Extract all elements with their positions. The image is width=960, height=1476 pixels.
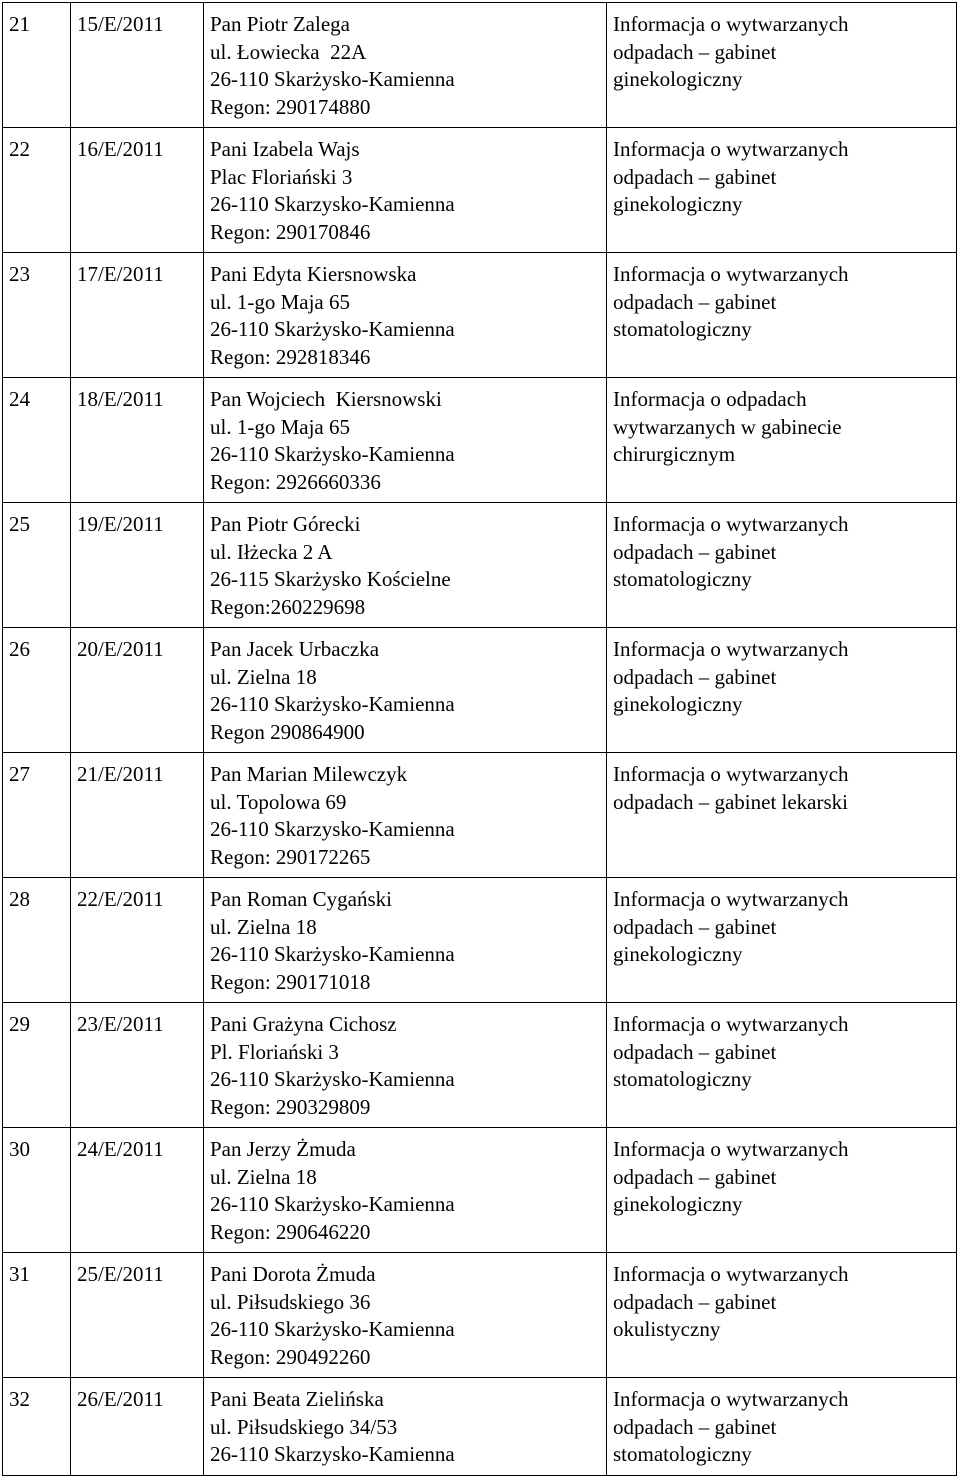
address-line: ul. Łowiecka 22A (210, 39, 367, 64)
address-line: ul. Zielna 18 (210, 914, 317, 939)
address-line: Regon: 292818346 (210, 344, 371, 369)
description-cell (607, 503, 957, 628)
description-line: Informacja o wytwarzanych (613, 1387, 849, 1411)
registry-number-cell: 20/E/2011 (71, 628, 204, 753)
registry-number-cell: 26/E/2011 (71, 1378, 204, 1476)
description-cell (607, 128, 957, 253)
address-line: ul. 1-go Maja 65 (210, 414, 350, 439)
row-number-cell: 24 (3, 378, 71, 503)
table-row (3, 128, 957, 253)
address-line: Pani Grażyna Cichosz (210, 1012, 397, 1036)
description-cell (607, 1378, 957, 1476)
description-line: Informacja o wytwarzanych (613, 887, 849, 911)
description-cell (607, 253, 957, 378)
registry-table (2, 2, 957, 1476)
address-line: Pl. Floriański 3 (210, 1039, 339, 1064)
registry-number-cell: 21/E/2011 (71, 753, 204, 878)
table-row (3, 1128, 957, 1253)
description-line: odpadach – gabinet (613, 1289, 777, 1314)
address-line: Regon: 290172265 (210, 844, 371, 869)
row-number-cell: 29 (3, 1003, 71, 1128)
description-line: odpadach – gabinet (613, 1164, 777, 1189)
row-number-cell: 31 (3, 1253, 71, 1378)
description-line: stomatologiczny (613, 1442, 752, 1466)
address-line: Pan Roman Cygański (210, 887, 392, 911)
entity-address-cell (204, 753, 607, 878)
description-line: Informacja o wytwarzanych (613, 762, 849, 786)
address-line: 26-110 Skarżysko-Kamienna (210, 692, 455, 716)
address-line: Regon 290864900 (210, 719, 365, 744)
registry-number-cell: 25/E/2011 (71, 1253, 204, 1378)
description-line: Informacja o wytwarzanych (613, 1262, 849, 1286)
description-cell (607, 1003, 957, 1128)
registry-number-cell: 23/E/2011 (71, 1003, 204, 1128)
description-line: ginekologiczny (613, 1192, 743, 1216)
entity-address-cell (204, 253, 607, 378)
address-line: Regon: 290492260 (210, 1344, 371, 1369)
registry-number-cell: 24/E/2011 (71, 1128, 204, 1253)
address-line: Pani Beata Zielińska (210, 1387, 384, 1411)
registry-number-cell: 16/E/2011 (71, 128, 204, 253)
table-row (3, 503, 957, 628)
description-line: odpadach – gabinet (613, 289, 777, 314)
address-line: Pan Wojciech Kiersnowski (210, 387, 442, 411)
description-cell (607, 3, 957, 128)
address-line: 26-110 Skarżysko-Kamienna (210, 1067, 455, 1091)
address-line: 26-110 Skarzysko-Kamienna (210, 1442, 455, 1466)
address-line: Pan Piotr Zalega (210, 12, 350, 36)
description-line: Informacja o wytwarzanych (613, 637, 849, 661)
registry-number-cell: 18/E/2011 (71, 378, 204, 503)
address-line: Regon: 290329809 (210, 1094, 371, 1119)
entity-address-cell (204, 378, 607, 503)
row-number-cell: 30 (3, 1128, 71, 1253)
address-line: ul. Piłsudskiego 36 (210, 1289, 371, 1314)
description-line: Informacja o wytwarzanych (613, 1137, 849, 1161)
table-row (3, 628, 957, 753)
address-line: ul. 1-go Maja 65 (210, 289, 350, 314)
entity-address-cell (204, 1253, 607, 1378)
entity-address-cell (204, 1378, 607, 1476)
address-line: 26-110 Skarżysko-Kamienna (210, 67, 455, 91)
description-cell (607, 1253, 957, 1378)
row-number-cell: 25 (3, 503, 71, 628)
description-line: Informacja o wytwarzanych (613, 12, 849, 36)
address-line: Regon: 2926660336 (210, 469, 381, 494)
address-line: Regon: 290170846 (210, 219, 371, 244)
address-line: Pan Piotr Górecki (210, 512, 361, 536)
description-cell (607, 753, 957, 878)
description-line: ginekologiczny (613, 192, 743, 216)
description-line: Informacja o wytwarzanych (613, 1012, 849, 1036)
table-row (3, 253, 957, 378)
address-line: Pan Jacek Urbaczka (210, 637, 380, 661)
description-line: Informacja o wytwarzanych (613, 262, 849, 286)
address-line: Pan Jerzy Żmuda (210, 1137, 356, 1161)
address-line: ul. Topolowa 69 (210, 789, 347, 814)
row-number-cell: 27 (3, 753, 71, 878)
registry-number-cell: 15/E/2011 (71, 3, 204, 128)
address-line: Plac Floriański 3 (210, 164, 353, 189)
row-number-cell: 21 (3, 3, 71, 128)
row-number-cell: 28 (3, 878, 71, 1003)
registry-body (3, 3, 957, 1476)
address-line: Pani Edyta Kiersnowska (210, 262, 417, 286)
description-line: odpadach – gabinet (613, 539, 777, 564)
table-row (3, 1253, 957, 1378)
description-line: Informacja o wytwarzanych (613, 512, 849, 536)
table-row (3, 3, 957, 128)
entity-address-cell (204, 878, 607, 1003)
address-line: 26-115 Skarżysko Kościelne (210, 567, 451, 591)
description-line: stomatologiczny (613, 567, 752, 591)
address-line: Pani Dorota Żmuda (210, 1262, 376, 1286)
address-line: 26-110 Skarżysko-Kamienna (210, 1192, 455, 1216)
table-row (3, 878, 957, 1003)
address-line: Pan Marian Milewczyk (210, 762, 408, 786)
entity-address-cell (204, 128, 607, 253)
table-row (3, 378, 957, 503)
table-row (3, 1378, 957, 1476)
description-line: ginekologiczny (613, 942, 743, 966)
registry-number-cell: 17/E/2011 (71, 253, 204, 378)
address-line: 26-110 Skarżysko-Kamienna (210, 942, 455, 966)
registry-number-cell: 22/E/2011 (71, 878, 204, 1003)
description-cell (607, 628, 957, 753)
address-line: Regon: 290646220 (210, 1219, 371, 1244)
address-line: Regon: 290174880 (210, 94, 371, 119)
description-line: stomatologiczny (613, 317, 752, 341)
description-line: odpadach – gabinet (613, 1414, 777, 1439)
description-line: ginekologiczny (613, 692, 743, 716)
row-number-cell: 32 (3, 1378, 71, 1476)
description-line: odpadach – gabinet lekarski (613, 789, 848, 814)
row-number-cell: 26 (3, 628, 71, 753)
address-line: ul. Zielna 18 (210, 664, 317, 689)
description-line: odpadach – gabinet (613, 39, 777, 64)
address-line: 26-110 Skarżysko-Kamienna (210, 317, 455, 341)
description-line: odpadach – gabinet (613, 664, 777, 689)
description-line: odpadach – gabinet (613, 914, 777, 939)
description-line: ginekologiczny (613, 67, 743, 91)
entity-address-cell (204, 503, 607, 628)
registry-number-cell: 19/E/2011 (71, 503, 204, 628)
address-line: ul. Zielna 18 (210, 1164, 317, 1189)
description-line: chirurgicznym (613, 442, 736, 466)
address-line: 26-110 Skarżysko-Kamienna (210, 442, 455, 466)
table-row (3, 753, 957, 878)
description-cell (607, 1128, 957, 1253)
address-line: 26-110 Skarzysko-Kamienna (210, 192, 455, 216)
description-line: odpadach – gabinet (613, 1039, 777, 1064)
description-line: stomatologiczny (613, 1067, 752, 1091)
table-row (3, 1003, 957, 1128)
address-line: Regon: 290171018 (210, 969, 371, 994)
description-line: okulistyczny (613, 1317, 721, 1341)
entity-address-cell (204, 628, 607, 753)
entity-address-cell (204, 1003, 607, 1128)
address-line: ul. Piłsudskiego 34/53 (210, 1414, 398, 1439)
description-line: wytwarzanych w gabinecie (613, 414, 842, 439)
description-cell (607, 378, 957, 503)
description-cell (607, 878, 957, 1003)
row-number-cell: 22 (3, 128, 71, 253)
entity-address-cell (204, 3, 607, 128)
entity-address-cell (204, 1128, 607, 1253)
address-line: 26-110 Skarzysko-Kamienna (210, 817, 455, 841)
row-number-cell: 23 (3, 253, 71, 378)
address-line: Regon:260229698 (210, 594, 366, 619)
description-line: Informacja o wytwarzanych (613, 137, 849, 161)
description-line: odpadach – gabinet (613, 164, 777, 189)
address-line: ul. Iłżecka 2 A (210, 539, 333, 564)
address-line: 26-110 Skarżysko-Kamienna (210, 1317, 455, 1341)
address-line: Pani Izabela Wajs (210, 137, 360, 161)
description-line: Informacja o odpadach (613, 387, 807, 411)
